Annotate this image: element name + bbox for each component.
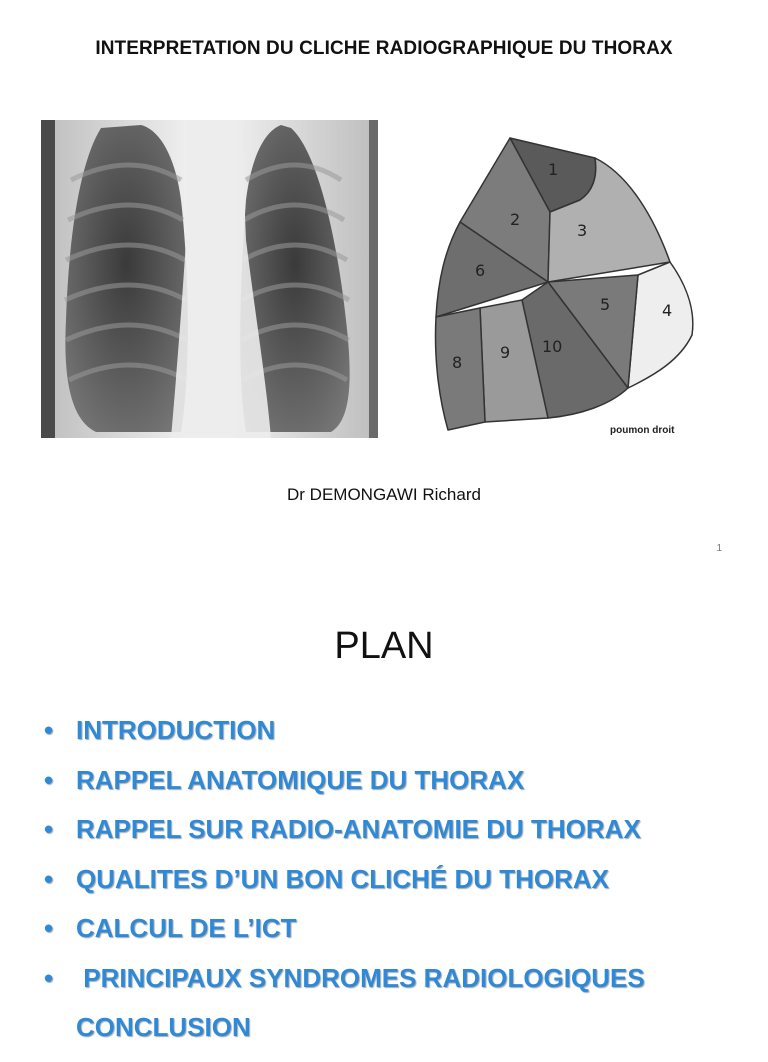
bullet: • <box>44 715 54 745</box>
slide-title: INTERPRETATION DU CLICHE RADIOGRAPHIQUE DU THORAX <box>95 38 673 59</box>
segment-label-5: 5 <box>600 295 611 314</box>
plan-list <box>44 715 645 1062</box>
segment-label-10: 10 <box>542 337 563 356</box>
plan-item-rappel-anatomique <box>44 765 645 815</box>
plan-item-label: PRINCIPAUX SYNDROMES RADIOLOGIQUES <box>76 962 645 993</box>
bullet: • <box>44 764 54 795</box>
segment-label-8: 8 <box>452 353 463 372</box>
segment-label-3: 3 <box>577 221 588 240</box>
plan-item-label: RAPPEL ANATOMIQUE DU THORAX <box>76 764 525 795</box>
plan-item-label: INTRODUCTION <box>76 715 276 745</box>
page-number: 1 <box>716 543 722 554</box>
lung-segments-diagram <box>430 130 700 440</box>
diagram-caption: poumon droit <box>610 425 675 436</box>
plan-item-syndromes <box>44 963 645 1013</box>
plan-item-conclusion <box>44 1012 645 1062</box>
plan-item-introduction <box>44 715 645 765</box>
segment-label-4: 4 <box>662 301 673 320</box>
segment-label-6: 6 <box>475 261 486 280</box>
plan-item-label: QUALITES D’UN BON CLICHÉ DU THORAX <box>76 863 609 894</box>
bullet: • <box>44 814 54 844</box>
author-name: Dr DEMONGAWI Richard <box>287 485 481 504</box>
bullet: • <box>44 863 54 894</box>
plan-item-qualites <box>44 864 645 914</box>
segment-label-2: 2 <box>510 210 521 229</box>
plan-item-label: CALCUL DE L’ICT <box>76 913 297 943</box>
segment-label-1: 1 <box>548 160 559 179</box>
plan-item-radio-anatomie <box>44 814 645 864</box>
plan-item-calcul-ict <box>44 913 645 963</box>
chest-xray-image <box>41 120 378 438</box>
slide-2 <box>0 570 768 1042</box>
bullet: • <box>44 913 54 943</box>
plan-item-label: RAPPEL SUR RADIO-ANATOMIE DU THORAX <box>76 814 641 844</box>
bullet: • <box>44 962 54 993</box>
segment-label-9: 9 <box>500 343 511 362</box>
plan-item-label: CONCLUSION <box>76 1012 251 1042</box>
plan-title: PLAN <box>334 625 434 667</box>
